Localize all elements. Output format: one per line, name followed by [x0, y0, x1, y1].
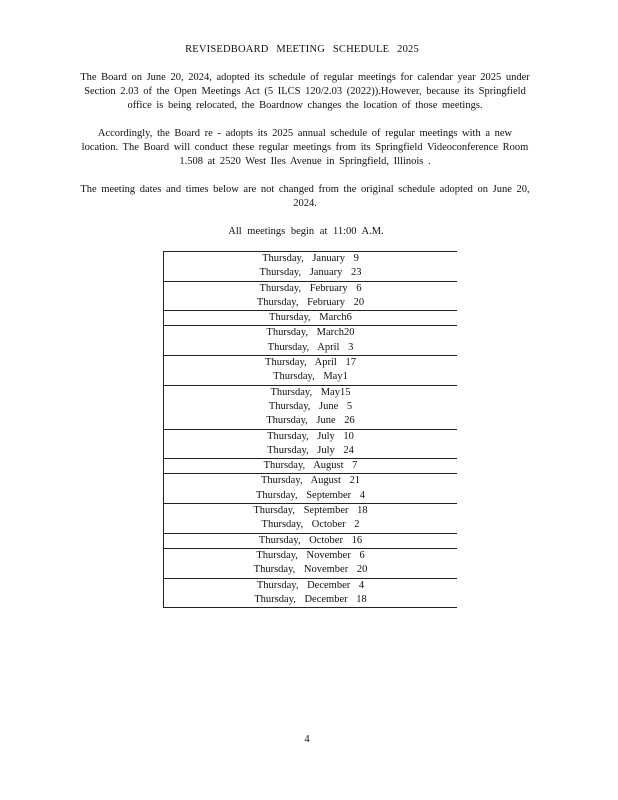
meeting-date: Thursday, September 4 — [255, 489, 365, 501]
meeting-date: Thursday, December 4 — [256, 579, 365, 591]
schedule-row — [164, 281, 458, 311]
meeting-date: Thursday, July 24 — [267, 444, 354, 456]
meeting-date: Thursday, August 7 — [263, 460, 358, 472]
page-number: 4 — [304, 734, 310, 745]
meeting-date: Thursday, March6 — [269, 312, 352, 324]
meeting-date: Thursday, June 5 — [268, 400, 353, 412]
meeting-date: Thursday, October 2 — [261, 519, 360, 531]
meeting-date: Thursday, May15 — [270, 386, 351, 398]
document-title: REVISEDBOARD MEETING SCHEDULE 2025 — [185, 44, 419, 55]
schedule-row — [164, 533, 458, 548]
schedule-row — [164, 385, 458, 429]
meeting-date: Thursday, April 3 — [267, 341, 354, 353]
meeting-date: Thursday, January 9 — [262, 253, 359, 264]
schedule-cell — [164, 504, 458, 534]
schedule-cell — [164, 281, 458, 311]
schedule-cell — [164, 311, 458, 326]
schedule-row — [164, 252, 458, 282]
meeting-date: Thursday, June 26 — [266, 415, 355, 427]
meeting-date: Thursday, November 20 — [253, 564, 368, 576]
schedule-row — [164, 356, 458, 386]
schedule-row — [164, 504, 458, 534]
schedule-cell — [164, 252, 458, 282]
paragraph-relocation: Accordingly, the Board re - adopts its 2025 annual schedule of regular meetings with a new location. The Board will conduct these regular meetings from its Springfield Videoconference Room 1.508 at 2520 West Iles Avenue in Springfield, Illinois . — [81, 128, 529, 167]
meeting-schedule-table — [163, 251, 457, 608]
meeting-date: Thursday, February 20 — [256, 296, 365, 308]
meeting-date: Thursday, February 6 — [259, 282, 362, 294]
schedule-row — [164, 548, 458, 578]
schedule-cell — [164, 385, 458, 429]
schedule-cell — [164, 326, 458, 356]
meeting-date: Thursday, April 17 — [265, 357, 356, 369]
meeting-date: Thursday, May1 — [273, 371, 348, 383]
schedule-row — [164, 459, 458, 474]
schedule-cell — [164, 474, 458, 504]
schedule-cell — [164, 356, 458, 386]
schedule-row — [164, 474, 458, 504]
schedule-cell — [164, 429, 458, 459]
schedule-row — [164, 326, 458, 356]
schedule-cell — [164, 578, 458, 608]
meeting-date: Thursday, January 23 — [259, 267, 362, 279]
meeting-date: Thursday, July 10 — [267, 430, 354, 442]
paragraph-adoption: The Board on June 20, 2024, adopted its schedule of regular meetings for calendar year 2025 under Section 2.03 of the Open Meetings Act (5 ILCS 120/2.03 (2022)).However, because its Springfield office is being relocated, the Boardnow changes the location of those meetings. — [80, 72, 530, 111]
meeting-date: Thursday, March20 — [266, 327, 355, 339]
schedule-cell — [164, 533, 458, 548]
meeting-date: Thursday, December 18 — [254, 593, 367, 605]
schedule-cell — [164, 548, 458, 578]
schedule-row — [164, 311, 458, 326]
schedule-row — [164, 429, 458, 459]
meeting-time-note: All meetings begin at 11:00 A.M. — [228, 226, 384, 237]
paragraph-dates-unchanged: The meeting dates and times below are not changed from the original schedule adopted on June 20, 2024. — [80, 184, 530, 209]
meeting-date: Thursday, August 21 — [260, 475, 361, 487]
meeting-date: Thursday, September 18 — [253, 505, 368, 517]
meeting-date: Thursday, November 6 — [256, 549, 365, 561]
schedule-row — [164, 578, 458, 608]
meeting-date: Thursday, October 16 — [258, 534, 363, 546]
schedule-cell — [164, 459, 458, 474]
